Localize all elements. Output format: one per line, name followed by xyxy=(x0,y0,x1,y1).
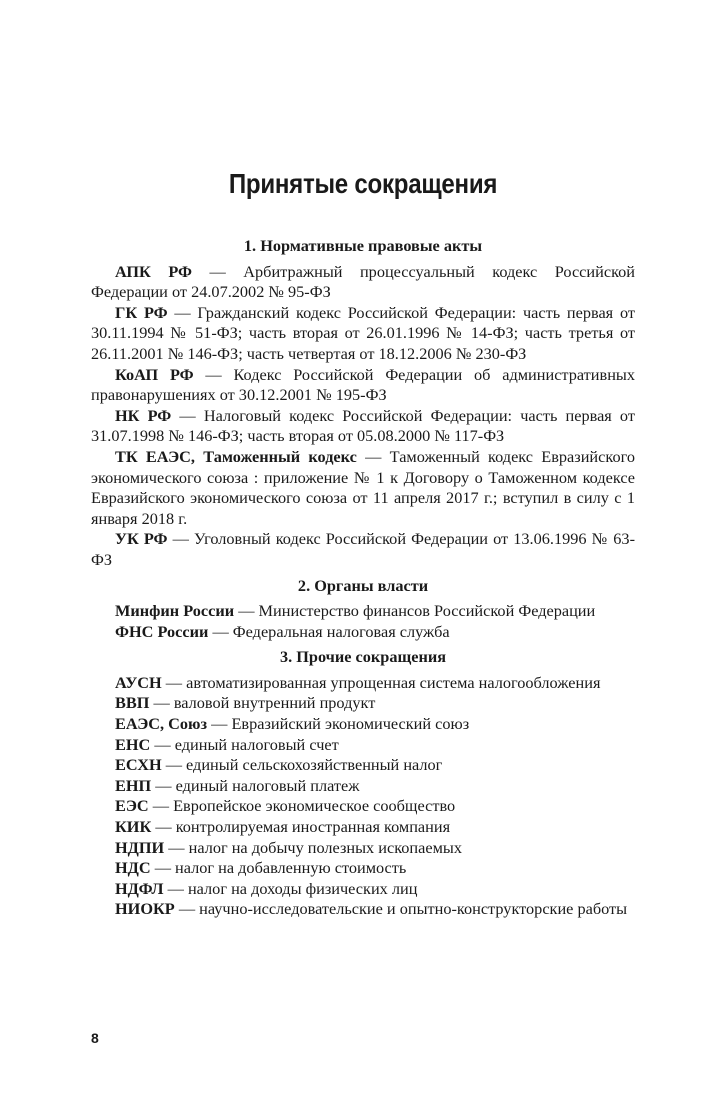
section-heading: 3. Прочие сокращения xyxy=(279,647,447,667)
abbreviation-entry xyxy=(91,365,635,406)
abbreviation-term: НДФЛ xyxy=(115,878,164,898)
abbreviation-term: ЕАЭС, Союз xyxy=(115,714,208,734)
abbreviation-term: ФНС России xyxy=(115,621,209,641)
abbreviation-entry xyxy=(91,303,635,365)
abbreviation-term: НК РФ xyxy=(115,405,172,425)
abbreviation-definition: — Федеральная налоговая служба xyxy=(208,621,450,641)
abbreviation-entry xyxy=(91,447,635,529)
abbreviation-definition: — Министерство финансов Российской Федерации xyxy=(234,601,596,621)
section-other-abbreviations xyxy=(91,642,635,920)
abbreviation-definition: — Арбитражный процессуальный кодекс Российской Федерации от 24.07.2002 № 95-ФЗ xyxy=(91,261,636,302)
abbreviation-entry xyxy=(91,796,635,817)
abbreviation-definition: — Евразийский экономический союз xyxy=(207,714,470,734)
abbreviation-entry xyxy=(91,899,635,920)
abbreviation-definition: — налог на добычу полезных ископаемых xyxy=(164,837,462,857)
abbreviation-term: НДПИ xyxy=(115,837,165,857)
abbreviation-definition: — единый налоговый счет xyxy=(150,734,339,754)
abbreviation-term: КоАП РФ xyxy=(115,364,194,384)
abbreviation-definition: — налог на добавленную стоимость xyxy=(150,858,407,878)
abbreviation-term: УК РФ xyxy=(115,529,168,549)
abbreviation-term: НИОКР xyxy=(115,899,175,919)
abbreviation-definition: — автоматизированная упрощенная система налогообложения xyxy=(161,672,601,692)
abbreviation-definition: — Таможенный кодекс Евразийского экономического союза : приложение № 1 к Договору о Таможенном кодексе Евразийского экономического союза от 11 апреля 2017 г.; вступил в силу с 1 января 2018 г. xyxy=(91,446,636,528)
section-authorities xyxy=(91,571,635,643)
section-heading: 2. Органы власти xyxy=(297,575,429,595)
abbreviation-definition: — Кодекс Российской Федерации об административных правонарушениях от 30.12.2001 № 195-ФЗ xyxy=(91,364,635,405)
abbreviation-entry xyxy=(91,529,635,570)
abbreviation-definition: — единый налоговый платеж xyxy=(151,775,360,795)
abbreviation-entry xyxy=(91,858,635,879)
page-title: Принятые сокращения xyxy=(228,168,498,199)
abbreviation-term: ЕСХН xyxy=(115,755,162,775)
abbreviation-entry xyxy=(91,879,635,900)
abbreviation-definition: — Гражданский кодекс Российской Федерации: часть первая от 30.11.1994 № 51-ФЗ; часть вторая от 26.01.1996 № 14-ФЗ; часть третья от 26.11.2001 № 146-ФЗ; часть четвертая от 18.12.2006 № 230-ФЗ xyxy=(91,302,635,363)
abbreviation-term: КИК xyxy=(115,817,152,837)
abbreviation-entry xyxy=(91,622,635,643)
abbreviation-term: АПК РФ xyxy=(115,261,192,281)
abbreviation-definition: — научно-исследовательские и опытно-конструкторские работы xyxy=(174,899,628,919)
abbreviation-entry xyxy=(91,673,635,694)
abbreviation-definition: — единый сельскохозяйственный налог xyxy=(161,755,443,775)
abbreviation-term: ВВП xyxy=(115,693,150,713)
abbreviation-definition: — контролируемая иностранная компания xyxy=(151,817,451,837)
abbreviation-definition: — налог на доходы физических лиц xyxy=(163,878,418,898)
abbreviations-list xyxy=(91,236,635,920)
abbreviation-term: ЕЭС xyxy=(115,796,149,816)
abbreviation-entry xyxy=(91,406,635,447)
abbreviation-definition: — Европейское экономическое сообщество xyxy=(148,796,456,816)
abbreviation-definition: — Уголовный кодекс Российской Федерации от 13.06.1996 № 63-ФЗ xyxy=(91,529,635,569)
abbreviation-term: ГК РФ xyxy=(115,302,168,322)
abbreviation-entry xyxy=(91,755,635,776)
section-heading: 1. Нормативные правовые акты xyxy=(243,236,483,255)
abbreviation-term: АУСН xyxy=(115,672,162,692)
abbreviation-entry xyxy=(91,262,635,303)
abbreviation-entry xyxy=(91,601,635,622)
abbreviation-entry xyxy=(91,714,635,735)
abbreviation-definition: — валовой внутренний продукт xyxy=(149,693,376,713)
abbreviation-entry xyxy=(91,735,635,756)
abbreviation-term: ЕНП xyxy=(115,775,152,795)
section-normative-acts xyxy=(91,236,635,571)
abbreviation-term: ТК ЕАЭС, Таможенный кодекс xyxy=(115,446,357,466)
abbreviation-entry xyxy=(91,838,635,859)
page-number: 8 xyxy=(91,1030,99,1046)
abbreviation-definition: — Налоговый кодекс Российской Федерации: часть первая от 31.07.1998 № 146-ФЗ; часть вторая от 05.08.2000 № 117-ФЗ xyxy=(91,405,635,446)
abbreviation-entry xyxy=(91,776,635,797)
abbreviation-entry xyxy=(91,693,635,714)
abbreviation-entry xyxy=(91,817,635,838)
abbreviation-term: ЕНС xyxy=(115,734,151,754)
abbreviation-term: Минфин России xyxy=(115,601,235,621)
abbreviation-term: НДС xyxy=(115,858,151,878)
